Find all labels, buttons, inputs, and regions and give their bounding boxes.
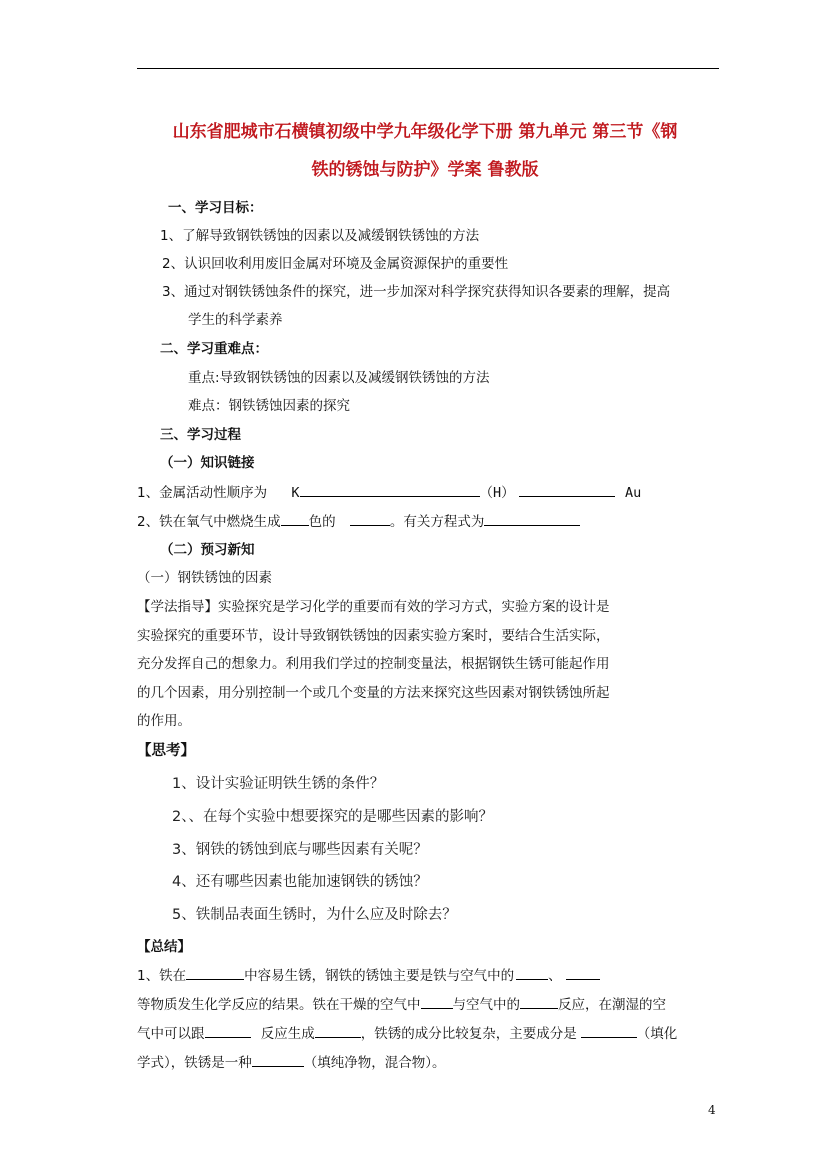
- blank: [300, 483, 480, 497]
- method-guide-line-3: 充分发挥自己的想象力。利用我们学过的控制变量法，根据钢铁生锈可能起作用: [137, 656, 610, 672]
- page-number: 4: [708, 1103, 716, 1117]
- think-item-4: 4、还有哪些因素也能加速钢铁的锈蚀？: [172, 874, 428, 890]
- knowledge-item-2: 2、铁在氧气中燃烧生成 色的 。有关方程式为: [137, 510, 580, 530]
- blank: [315, 1024, 361, 1038]
- objective-item-2: 2、认识回收利用废旧金属对环境及金属资源保护的重要性: [162, 256, 509, 272]
- objective-item-3: 3、通过对钢铁锈蚀条件的探究，进一步加深对科学探究获得知识各要素的理解，提高: [162, 284, 671, 300]
- key-point: 重点:导致钢铁锈蚀的因素以及减缓钢铁锈蚀的方法: [188, 370, 490, 386]
- think-heading: 【思考】: [137, 743, 195, 759]
- blank: [516, 966, 548, 980]
- blank: [484, 512, 580, 526]
- knowledge-item-1: 1、金属活动性顺序为 K （H） Au: [137, 485, 642, 501]
- objective-item-1: 1、了解导致钢铁锈蚀的因素以及减缓钢铁锈蚀的方法: [160, 228, 480, 244]
- blank: [186, 966, 244, 980]
- header-rule: [137, 68, 719, 69]
- blank: [581, 1024, 637, 1038]
- blank: [519, 483, 615, 497]
- method-guide-line-2: 实验探究的重要环节，设计导致钢铁锈蚀的因素实验方案时，要结合生活实际，: [137, 628, 610, 644]
- rust-factors-heading: （一）钢铁锈蚀的因素: [137, 570, 272, 586]
- think-item-5: 5、铁制品表面生锈时，为什么应及时除去？: [172, 907, 457, 923]
- summary-line-1: 1、铁在 中容易生锈，钢铁的锈蚀主要是铁与空气中的 、: [137, 964, 600, 984]
- summary-line-4: 学式），铁锈是一种 （填纯净物，混合物）。: [137, 1055, 446, 1071]
- objective-item-3-cont: 学生的科学素养: [188, 312, 283, 328]
- blank: [205, 1024, 251, 1038]
- summary-heading: 【总结】: [137, 939, 191, 955]
- doc-title-line-1: 山东省肥城市石横镇初级中学九年级化学下册 第九单元 第三节《钢: [172, 122, 678, 142]
- method-guide-line-1: 【学法指导】实验探究是学习化学的重要而有效的学习方式，实验方案的设计是: [137, 599, 610, 615]
- knowledge-link-heading: （一）知识链接: [160, 455, 255, 471]
- think-item-3: 3、钢铁的锈蚀到底与哪些因素有关呢？: [172, 842, 428, 858]
- preview-heading: （二）预习新知: [160, 542, 255, 558]
- doc-title-line-2: 铁的锈蚀与防护》学案 鲁教版: [311, 160, 539, 180]
- think-item-1: 1、设计实验证明铁生锈的条件？: [172, 776, 385, 792]
- section-3-heading: 三、学习过程: [160, 427, 241, 443]
- summary-line-3: 气中可以跟 反应生成 ，铁锈的成分比较复杂，主要成分是 （填化: [137, 1026, 678, 1042]
- blank: [350, 512, 390, 526]
- summary-line-2: 等物质发生化学反应的结果。铁在干燥的空气中 与空气中的 反应，在潮湿的空: [137, 997, 666, 1013]
- method-guide-line-4: 的几个因素，用分别控制一个或几个变量的方法来探究这些因素对钢铁锈蚀所起: [137, 685, 610, 701]
- difficult-point: 难点：钢铁锈蚀因素的探究: [188, 398, 350, 414]
- think-item-2: 2、、在每个实验中想要探究的是哪些因素的影响？: [172, 809, 493, 825]
- blank: [421, 995, 453, 1009]
- blank: [520, 995, 558, 1009]
- blank: [252, 1053, 304, 1067]
- blank: [566, 966, 600, 980]
- blank: [281, 512, 309, 526]
- section-2-heading: 二、学习重难点：: [160, 341, 268, 357]
- method-guide-line-5: 的作用。: [137, 713, 191, 729]
- section-1-heading: 一、学习目标：: [168, 200, 263, 216]
